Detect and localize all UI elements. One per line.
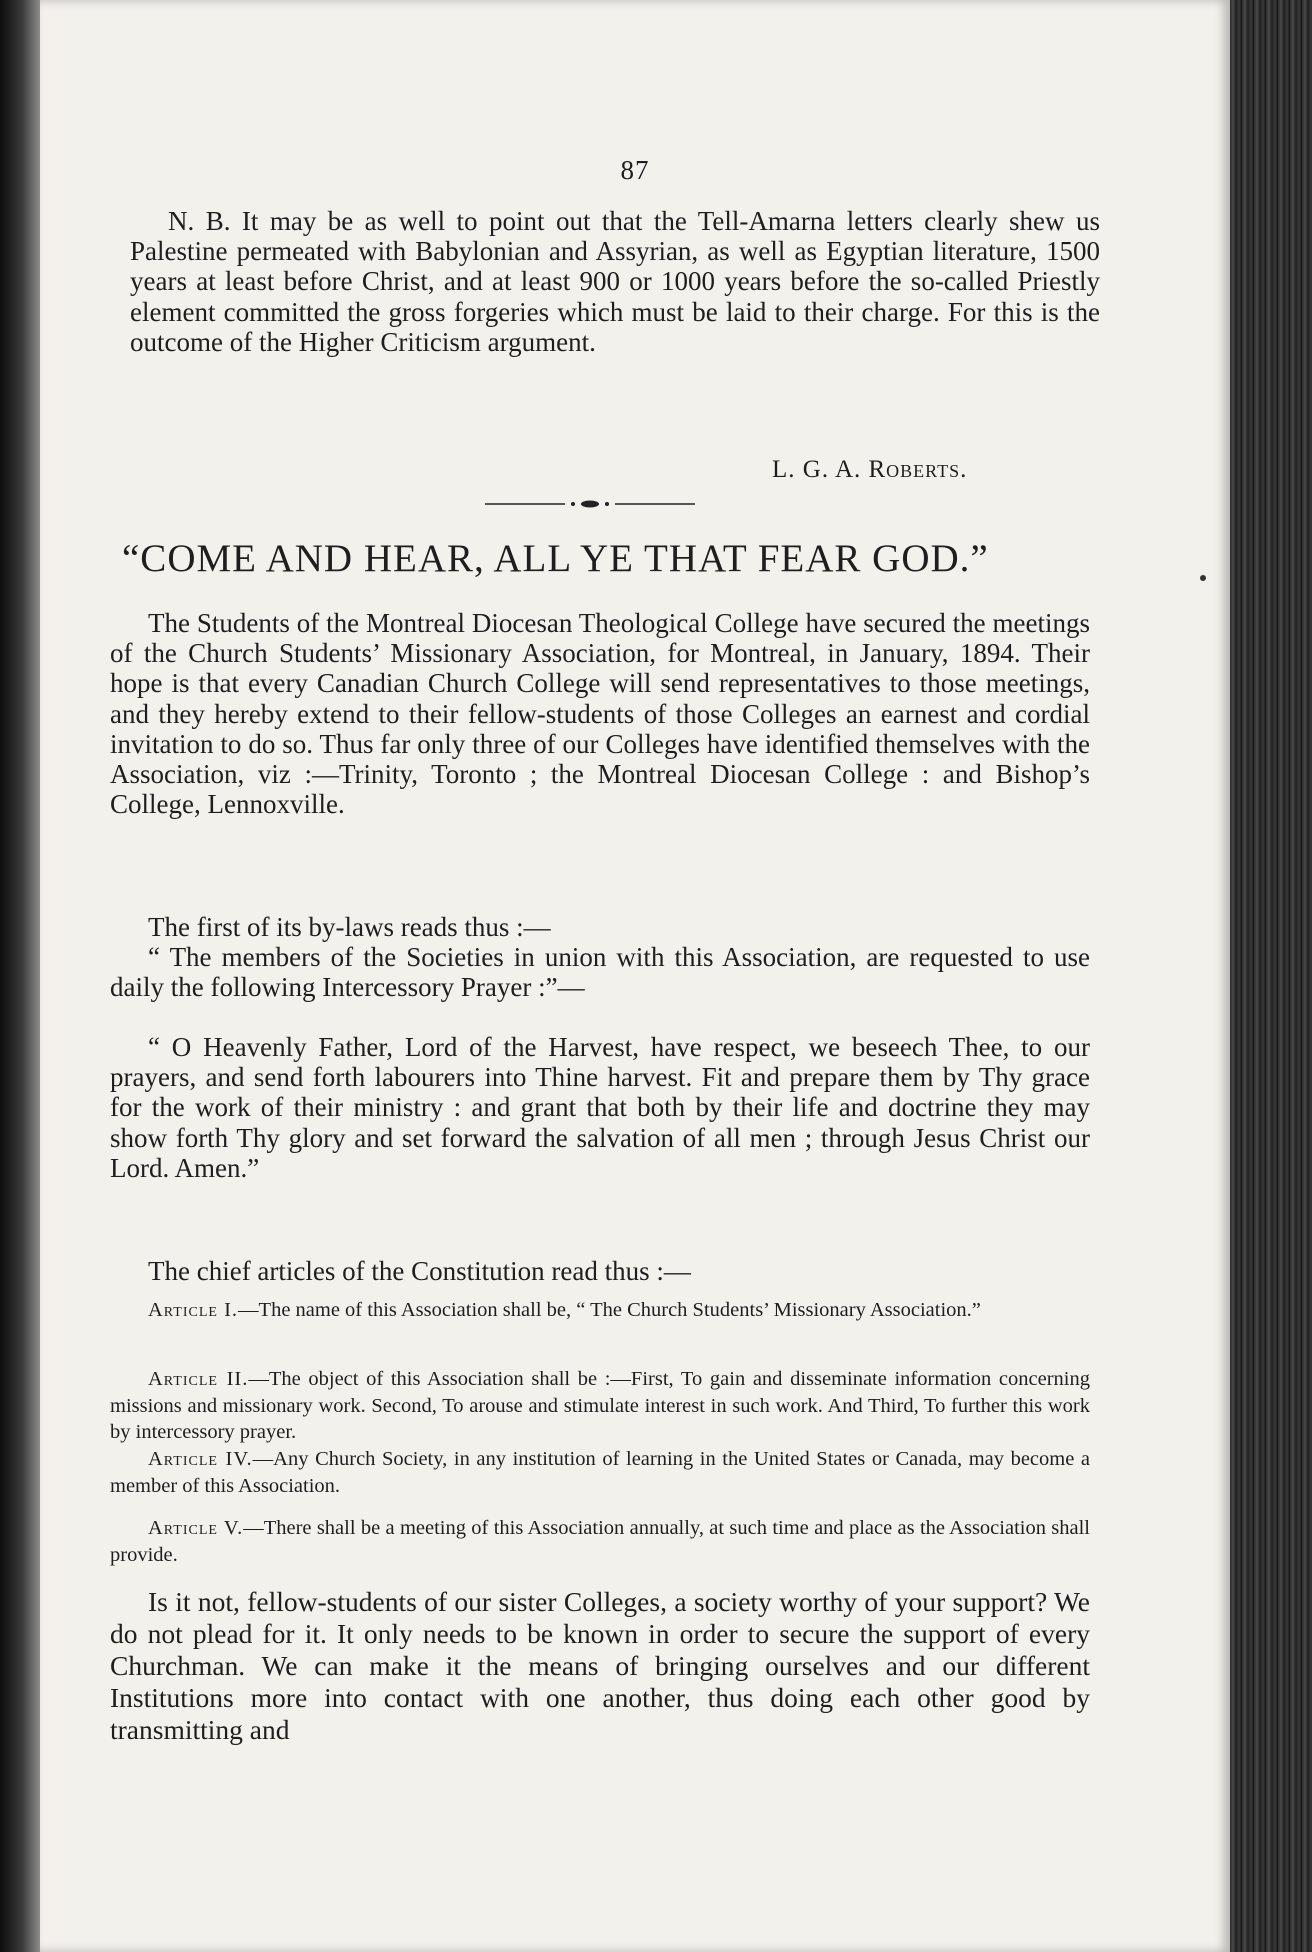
article-i <box>110 1297 1090 1324</box>
ornamental-divider <box>485 499 695 509</box>
body-paragraph-prayer: “ O Heavenly Father, Lord of the Harvest, have respect, we beseech Thee, to our prayers, and send forth labourers into Thine harvest. Fit and prepare them by Thy grace for the work of their ministry : and grant that both by their life and doctrine they may show forth Thy glory and set forward the salvation of all men ; through Jesus Christ our Lord. Amen.” <box>110 1032 1090 1183</box>
body-paragraph-members: “ The members of the Societies in union with this Association, are requested to use daily the following Intercessory Prayer :”— <box>110 942 1090 1003</box>
article-i-label: Article I. <box>148 1299 239 1321</box>
body-paragraph-intro: The Students of the Montreal Diocesan Theological College have secured the meetings of the Church Students’ Missionary Association, for Montreal, in January, 1894. Their hope is that every Canadian Church College will send representatives to those meetings, and they hereby extend to their fellow-students of those Colleges an earnest and cordial invitation to do so. Thus far only three of our Colleges have identified themselves with the Association, viz :—Trinity, Toronto ; the Montreal Diocesan College : and Bishop’s College, Lennoxville. <box>110 608 1090 820</box>
article-iv-text: —Any Church Society, in any institution of learning in the United States or Canada, may become a member of this Association. <box>110 1448 1091 1497</box>
article-ii-text: —The object of this Association shall be :—First, To gain and disseminate information concerning missions and missionary work. Second, To arouse and stimulate interest in such work. And Third, To further this work by intercessory prayer. <box>110 1368 1090 1443</box>
closing-paragraph: Is it not, fellow-students of our sister Colleges, a society worthy of your support? We do not plead for it. It only needs to be known in order to secure the support of every Churchman. We can make it the means of bringing ourselves and our different Institutions more into contact with one another, thus doing each other good by transmitting and <box>110 1586 1090 1745</box>
article-heading: “COME AND HEAR, ALL YE THAT FEAR GOD.” <box>122 537 989 580</box>
article-iv-label: Article IV. <box>148 1448 253 1470</box>
article-iv <box>110 1446 1090 1499</box>
article-v-label: Article V. <box>148 1517 244 1539</box>
article-v-text: —There shall be a meeting of this Association annually, at such time and place as the Association shall provide. <box>110 1517 1091 1566</box>
article-v <box>110 1515 1090 1568</box>
article-ii <box>110 1366 1090 1446</box>
article-i-text: —The name of this Association shall be, “ The Church Students’ Missionary Association.” <box>238 1299 981 1321</box>
author-signature: L. G. A. Roberts. <box>772 456 968 483</box>
nb-paragraph: N. B. It may be as well to point out that the Tell-Amarna letters clearly shew us Palestine permeated with Babylonian and Assyrian, as well as Egyptian literature, 1500 years at least before Christ, and at least 900 or 1000 years before the so-called Priestly element committed the gross forgeries which must be laid to their charge. For this is the outcome of the Higher Criticism argument. <box>130 206 1100 357</box>
scan-speck <box>1200 575 1206 581</box>
book-spine-edge <box>1230 0 1312 1952</box>
body-paragraph-bylaws: The first of its by-laws reads thus :— <box>148 912 551 942</box>
page-sheet <box>40 0 1230 1952</box>
page-number: 87 <box>620 155 650 185</box>
facing-page-edge <box>0 0 40 1952</box>
article-ii-label: Article II. <box>148 1368 249 1390</box>
body-paragraph-constitution: The chief articles of the Constitution read thus :— <box>148 1256 691 1286</box>
